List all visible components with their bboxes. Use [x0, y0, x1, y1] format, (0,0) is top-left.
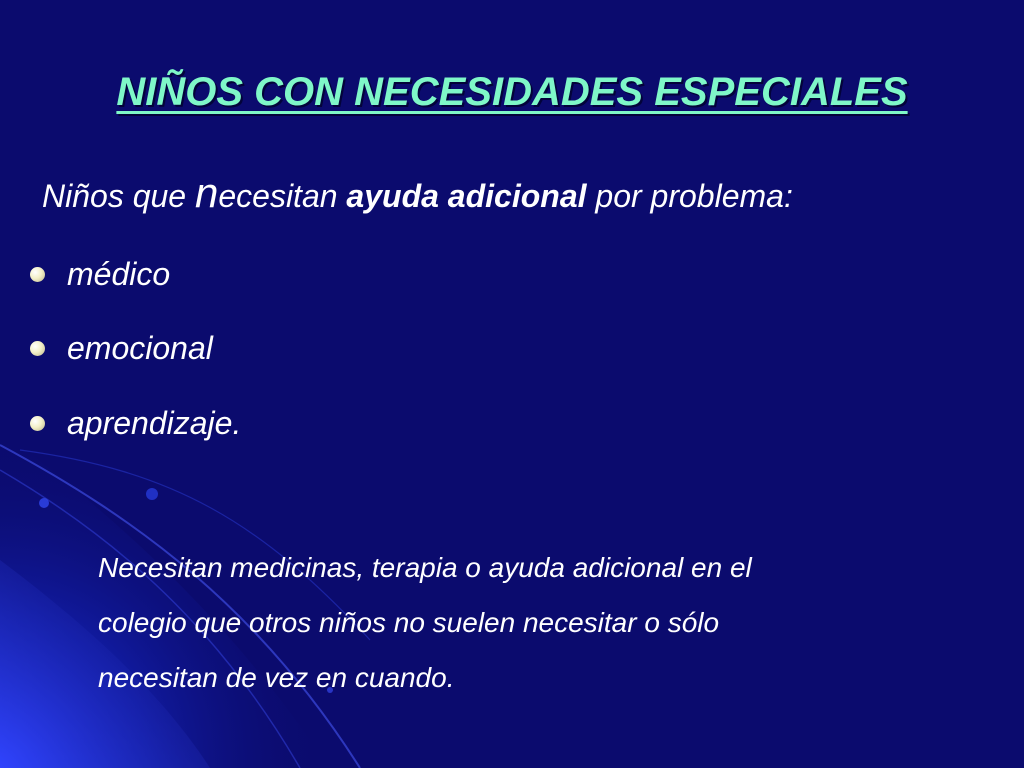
bullet-item-medico	[30, 256, 170, 293]
intro-bold-text: ayuda adicional	[346, 178, 587, 214]
slide-title: NIÑOS CON NECESIDADES ESPECIALES	[116, 70, 908, 114]
paragraph-line: Necesitan medicinas, terapia o ayuda adicional en el	[98, 552, 752, 583]
bullet-label: aprendizaje.	[67, 405, 242, 441]
paragraph-line: necesitan de vez en cuando.	[98, 662, 455, 693]
intro-text-start: Niños que	[42, 178, 195, 214]
bullet-label: emocional	[67, 330, 213, 366]
paragraph-line: colegio que otros niños no suelen necesitar o sólo	[98, 607, 720, 638]
bullet-dot-icon	[30, 267, 45, 282]
intro-text-middle: ecesitan	[218, 178, 347, 214]
bullet-dot-icon	[30, 416, 45, 431]
bullet-label: médico	[67, 256, 171, 292]
bullet-item-aprendizaje	[30, 405, 241, 442]
intro-large-letter: n	[194, 169, 219, 216]
intro-text-end: por problema:	[586, 178, 793, 214]
bullet-item-emocional	[30, 330, 213, 367]
bullet-dot-icon	[30, 341, 45, 356]
description-paragraph	[98, 540, 958, 705]
intro-line	[42, 169, 793, 216]
